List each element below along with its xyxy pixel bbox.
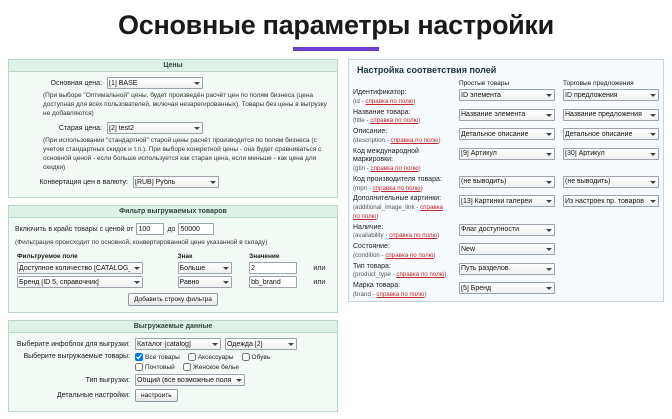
- price-range-from-input[interactable]: [136, 223, 164, 235]
- main-price-select[interactable]: [107, 77, 203, 89]
- table-row: Код производителя товара: (mpn - справка по полю) (не выводить) (не выводить): [349, 175, 663, 195]
- old-price-select-wrap: [107, 122, 203, 134]
- price-range-mid-label: до: [167, 225, 176, 233]
- offer-select-mpn[interactable]: [563, 176, 659, 188]
- filter-table: [15, 252, 331, 289]
- main-layout: [0, 51, 672, 419]
- price-range-label: Включить в крайс товары с ценой от: [15, 225, 134, 233]
- checkbox-accessories-input[interactable]: [188, 353, 196, 361]
- main-price-select-wrap: [107, 77, 203, 89]
- goods-checkbox-group: [135, 353, 310, 371]
- price-range-row: [15, 223, 331, 235]
- currency-select-wrap: [133, 176, 219, 188]
- offer-select-description[interactable]: [563, 128, 659, 140]
- offer-select-additional-images[interactable]: [563, 195, 659, 207]
- help-link-brand[interactable]: справка по полю: [376, 290, 425, 298]
- help-link-title[interactable]: справка по полю: [370, 117, 419, 125]
- filter-row-tail-1: или: [313, 278, 326, 286]
- prices-panel: [8, 59, 338, 198]
- table-row: Марка товара: (brand - справка по полю) [5] Бренд: [349, 281, 663, 301]
- table-row: Описание: (description - справка по полю) Детальное описание Детальное описание: [349, 127, 663, 147]
- filter-panel: [8, 205, 338, 313]
- filter-sign-select-1[interactable]: [178, 276, 232, 288]
- right-column: [348, 59, 664, 419]
- old-price-note: (При использовании "стандартной" старой цены расчёт производится по полям бизнеса (с учетом стандартных скидок и т.п.). При выборе конкретной цены - она будет сравниваться с основной ценой - если больше используется как старая цена, если меньше - как цена для скидки): [43, 137, 322, 171]
- prices-panel-header: Цены: [9, 60, 337, 72]
- main-price-label: Основная цена:: [50, 79, 102, 87]
- simple-select-product-type[interactable]: [459, 263, 555, 275]
- filter-field-select-0[interactable]: [17, 262, 143, 274]
- help-link-description[interactable]: справка по полю: [390, 136, 439, 144]
- detail-settings-row: [15, 389, 331, 402]
- infoblock-label: Выберите инфоблок для выгрузки:: [16, 340, 130, 348]
- field-label-description: Описание:: [353, 128, 388, 136]
- field-label-brand: Марка товара:: [353, 282, 401, 290]
- field-mapping-panel: [348, 59, 664, 302]
- simple-select-mpn[interactable]: [459, 176, 555, 188]
- checkbox-womens-underwear-input[interactable]: [183, 363, 191, 371]
- simple-select-title[interactable]: [459, 109, 555, 121]
- price-range-note: (Фильтрация происходит по основной, конвертированной цене указанной в складу): [15, 239, 268, 247]
- help-link-id[interactable]: справка по полю: [365, 97, 414, 105]
- help-link-mpn[interactable]: справка по полю: [372, 184, 421, 192]
- export-panel: [8, 320, 338, 412]
- infoblock-row: [15, 338, 331, 350]
- table-row: Тип товара: (product_type - справка по полю) Путь разделов.: [349, 262, 663, 282]
- goods-row: [15, 353, 331, 371]
- field-label-additional-images: Дополнительные картинки:: [353, 195, 442, 203]
- simple-select-additional-images[interactable]: [459, 195, 555, 207]
- field-mapping-header: Настройка соответствия полей: [357, 65, 497, 76]
- field-label-mpn: Код производителя товара:: [353, 175, 442, 183]
- currency-row: [15, 176, 331, 188]
- add-filter-row-button[interactable]: Добавить строку фильтра: [128, 293, 218, 306]
- export-type-label: Тип выгрузки:: [85, 376, 130, 384]
- checkbox-postal[interactable]: Почтовый: [135, 363, 175, 371]
- help-link-product-type[interactable]: справка по полю: [396, 271, 445, 279]
- checkbox-all-goods-input[interactable]: [135, 353, 143, 361]
- offer-select-id[interactable]: [563, 89, 659, 101]
- table-row: Название товара: (title - справка по полю) Название элемента Название предложения: [349, 108, 663, 128]
- add-filter-row-wrap: [15, 293, 331, 306]
- field-label-gtin: Код международной маркировки:: [353, 147, 419, 164]
- filter-table-header-row: [15, 252, 331, 261]
- checkbox-shoes[interactable]: Обувь: [242, 353, 271, 361]
- filter-panel-body: [9, 218, 337, 312]
- simple-select-availability[interactable]: [459, 224, 555, 236]
- table-row: Код международной маркировки: (gtin - справка по полю) [9] Артикул [30] Артикул: [349, 147, 663, 175]
- table-row: Состояние: (condition - справка по полю) New: [349, 242, 663, 262]
- old-price-row: [15, 122, 331, 134]
- col-offer-header: Торговые предложения: [563, 80, 634, 88]
- table-row: Дополнительные картинки: (additional_image_link - справка по полю) [13] Картинки галереи Из настроек пр. товаров: [349, 194, 663, 222]
- offer-select-title[interactable]: [563, 109, 659, 121]
- simple-select-id[interactable]: [459, 89, 555, 101]
- checkbox-womens-underwear[interactable]: Женское белье: [183, 363, 239, 371]
- old-price-select[interactable]: [107, 122, 203, 134]
- table-row: Наличие: (availability - справка по полю) Флаг доступности: [349, 223, 663, 243]
- filter-col-field: Фильтруемое поле: [17, 253, 78, 261]
- section-select[interactable]: [225, 338, 297, 350]
- checkbox-shoes-input[interactable]: [242, 353, 250, 361]
- export-panel-body: [9, 333, 337, 411]
- table-row: [15, 261, 331, 275]
- help-link-additional-images[interactable]: справка по полю: [353, 204, 443, 220]
- field-mapping-header-row: [349, 79, 663, 88]
- simple-select-condition[interactable]: [459, 243, 555, 255]
- infoblock-select[interactable]: [135, 338, 221, 350]
- checkbox-all-goods[interactable]: Все товары: [135, 353, 180, 361]
- price-range-to-input[interactable]: [178, 223, 214, 235]
- field-label-title: Название товара:: [353, 108, 411, 116]
- detail-settings-button[interactable]: настроить: [135, 389, 178, 402]
- currency-label: Конвертация цен в валюту:: [39, 178, 128, 186]
- field-label-condition: Состояние:: [353, 243, 390, 251]
- simple-select-brand[interactable]: [459, 282, 555, 294]
- filter-row-tail-0: или: [313, 264, 326, 272]
- export-type-select[interactable]: [135, 374, 245, 386]
- export-panel-header: Выгружаемые данные: [9, 321, 337, 333]
- field-label-id: Идентификатор:: [353, 89, 407, 97]
- main-price-row: [15, 77, 331, 89]
- filter-col-sign: Знак: [177, 253, 193, 261]
- help-link-gtin[interactable]: справка по полю: [370, 165, 419, 173]
- simple-select-gtin[interactable]: [459, 148, 555, 160]
- field-mapping-table: [349, 79, 663, 301]
- checkbox-postal-input[interactable]: [135, 363, 143, 371]
- filter-field-select-1[interactable]: [17, 276, 143, 288]
- detail-settings-label: Детальные настройки:: [57, 392, 130, 400]
- old-price-label: Старая цена:: [58, 124, 102, 132]
- prices-panel-body: [9, 72, 337, 197]
- export-type-row: [15, 374, 331, 386]
- help-link-condition[interactable]: справка по полю: [385, 251, 434, 259]
- left-column: [8, 59, 338, 419]
- goods-label: Выберите выгружаемые товары:: [23, 353, 130, 361]
- currency-select[interactable]: [133, 176, 219, 188]
- checkbox-accessories[interactable]: Аксессуары: [188, 353, 234, 361]
- field-label-product-type: Тип товара:: [353, 262, 391, 270]
- filter-panel-header: Фильтр выгружаемых товаров: [9, 206, 337, 218]
- field-label-availability: Наличие:: [353, 223, 384, 231]
- col-simple-header: Простые товары: [459, 80, 510, 88]
- page-title: [0, 0, 672, 41]
- filter-col-value: Значение: [249, 253, 280, 261]
- page-title-text: Основные параметры настройки: [118, 10, 554, 40]
- main-price-note: (При выборе "Оптимальной" цены, будет произведён расчёт цен по полям бизнеса (цена доступная для всех пользователей, включая незарегированных). Товары без цены в выгрузку не добавляются): [43, 92, 327, 117]
- table-row: Идентификатор: (id - справка по полю) ID элемента ID предложения: [349, 88, 663, 108]
- filter-sign-select-0[interactable]: [178, 262, 232, 274]
- filter-value-input-0[interactable]: [249, 262, 297, 274]
- offer-select-gtin[interactable]: [563, 148, 659, 160]
- help-link-availability[interactable]: справка по полю: [389, 232, 438, 240]
- table-row: [15, 275, 331, 289]
- filter-value-input-1[interactable]: [249, 276, 297, 288]
- simple-select-description[interactable]: [459, 128, 555, 140]
